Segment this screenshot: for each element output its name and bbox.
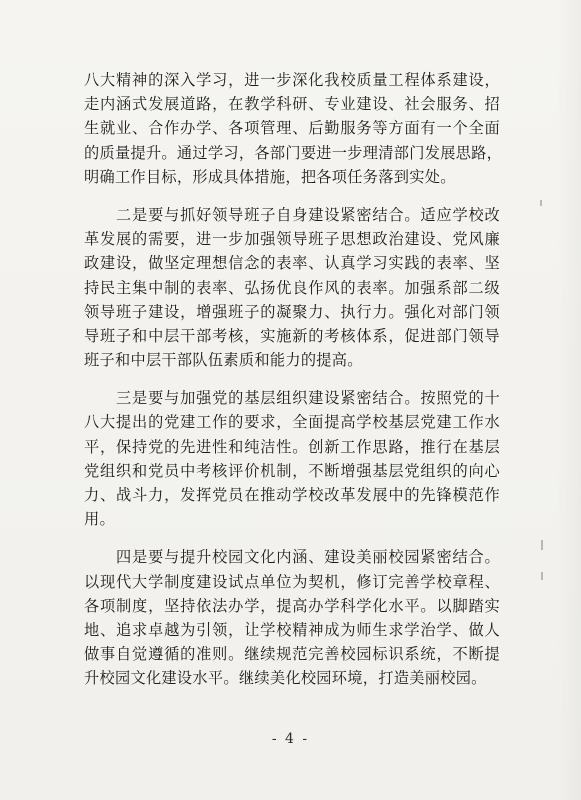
text-line: 党组织和党员中考核评价机制，不断增强基层党组织的向心 <box>84 461 500 480</box>
text-line: 的质量提升。通过学习，各部门要进一步理清部门发展思路， <box>84 143 503 162</box>
text-line: 以现代大学制度建设试点单位为契机，修订完善学校章程、 <box>84 572 500 591</box>
text-line: 各项制度，坚持依法办学，提高办学科学化水平。以脚踏实 <box>84 596 500 615</box>
text-line: 用。 <box>84 510 115 529</box>
text-line: 八大精神的深入学习，进一步深化我校质量工程体系建设， <box>84 71 500 89</box>
scan-mark <box>540 200 542 206</box>
paragraph-spacer <box>84 372 500 386</box>
paragraph-3 <box>84 386 500 531</box>
text-line: 革发展的需要，进一步加强领导班子思想政治建设、党风廉 <box>84 230 500 249</box>
text-line: 做事自觉遵循的准则。继续规范完善校园标识系统，不断提 <box>84 645 500 664</box>
document-body <box>84 68 503 691</box>
scan-edge-shadow <box>557 0 581 800</box>
text-line: 明确工作目标，形成具体措施，把各项任务落到实处。 <box>84 167 456 186</box>
text-line: 四是要与提升校园文化内涵、建设美丽校园紧密结合。 <box>84 548 500 567</box>
text-line: 持民主集中制的表率、弘扬优良作风的表率。加强系部二级 <box>84 278 500 297</box>
text-line: 二是要与抓好领导班子自身建设紧密结合。适应学校改 <box>84 205 500 224</box>
text-line: 八大提出的党建工作的要求，全面提高学校基层党建工作水 <box>84 413 500 432</box>
text-line: 政建设，做坚定理想信念的表率、认真学习实践的表率、坚 <box>84 254 500 273</box>
paragraph-4 <box>84 545 500 690</box>
text-line: 领导班子建设，增强班子的凝聚力、执行力。强化对部门领 <box>84 302 500 321</box>
paragraph-1 <box>84 68 503 189</box>
text-line: 平，保持党的先进性和纯洁性。创新工作思路，推行在基层 <box>84 437 500 456</box>
text-line: 班子和中层干部队伍素质和能力的提高。 <box>84 351 363 370</box>
text-line: 力、战斗力，发挥党员在推动学校改革发展中的先锋模范作 <box>84 486 500 504</box>
text-line: 生就业、合作办学、各项管理、后勤服务等方面有一个全面 <box>84 119 500 138</box>
text-line: 导班子和中层干部考核，实施新的考核体系，促进部门领导 <box>84 326 500 345</box>
page-number: - 4 - <box>271 731 310 747</box>
scan-mark <box>541 572 543 580</box>
paragraph-2 <box>84 203 500 372</box>
paragraph-spacer <box>84 531 500 545</box>
text-line: 地、追求卓越为引领，让学校精神成为师生求学治学、做人 <box>84 620 500 639</box>
text-line: 三是要与加强党的基层组织建设紧密结合。按照党的十 <box>84 389 500 408</box>
paragraph-spacer <box>84 189 500 203</box>
scan-mark <box>541 540 543 550</box>
text-line: 升校园文化建设水平。继续美化校园环境，打造美丽校园。 <box>84 669 487 688</box>
text-line: 走内涵式发展道路，在教学科研、专业建设、社会服务、招 <box>84 95 500 114</box>
